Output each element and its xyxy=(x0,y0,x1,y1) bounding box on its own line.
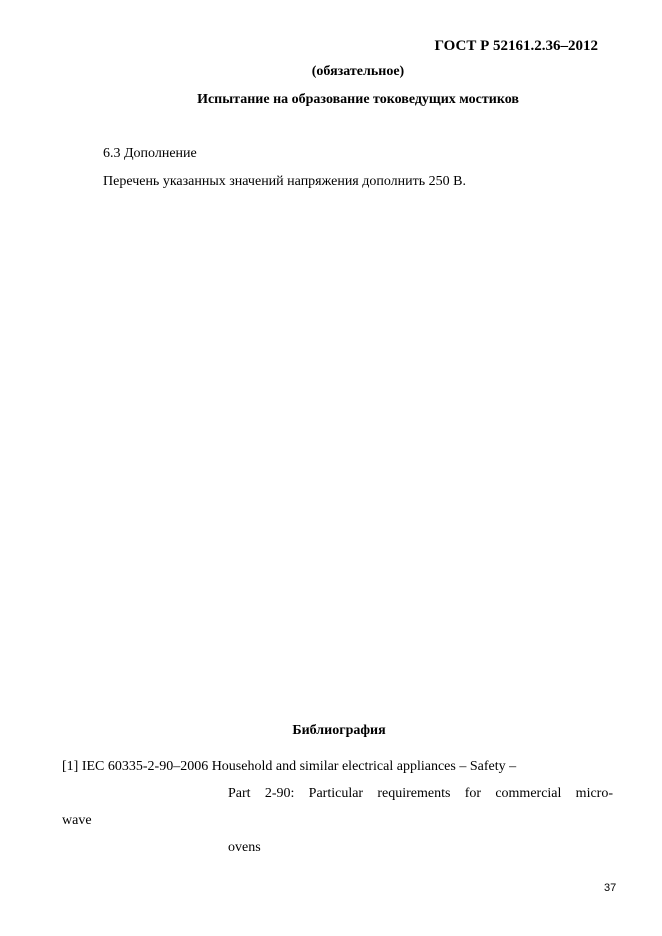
bibliography-title: Библиография xyxy=(292,723,386,738)
annex-title: Испытание на образование токоведущих мостиков xyxy=(197,92,519,107)
standard-number: ГОСТ Р 52161.2.36–2012 xyxy=(434,38,598,54)
annex-label: (обязательное) xyxy=(311,64,405,79)
bibliography-entry-line2: Part 2-90: Particular requirements for commercial micro- xyxy=(228,786,613,801)
clause-heading: 6.3 Дополнение xyxy=(103,146,197,161)
bibliography-entry-line3: wave xyxy=(62,813,92,828)
page-number: 37 xyxy=(604,882,617,894)
bibliography-entry-line1: [1] IEC 60335-2-90–2006 Household and similar electrical appliances – Safety – xyxy=(62,759,517,774)
bibliography-entry-line4: ovens xyxy=(228,840,261,855)
clause-text: Перечень указанных значений напряжения дополнить 250 В. xyxy=(103,174,466,189)
